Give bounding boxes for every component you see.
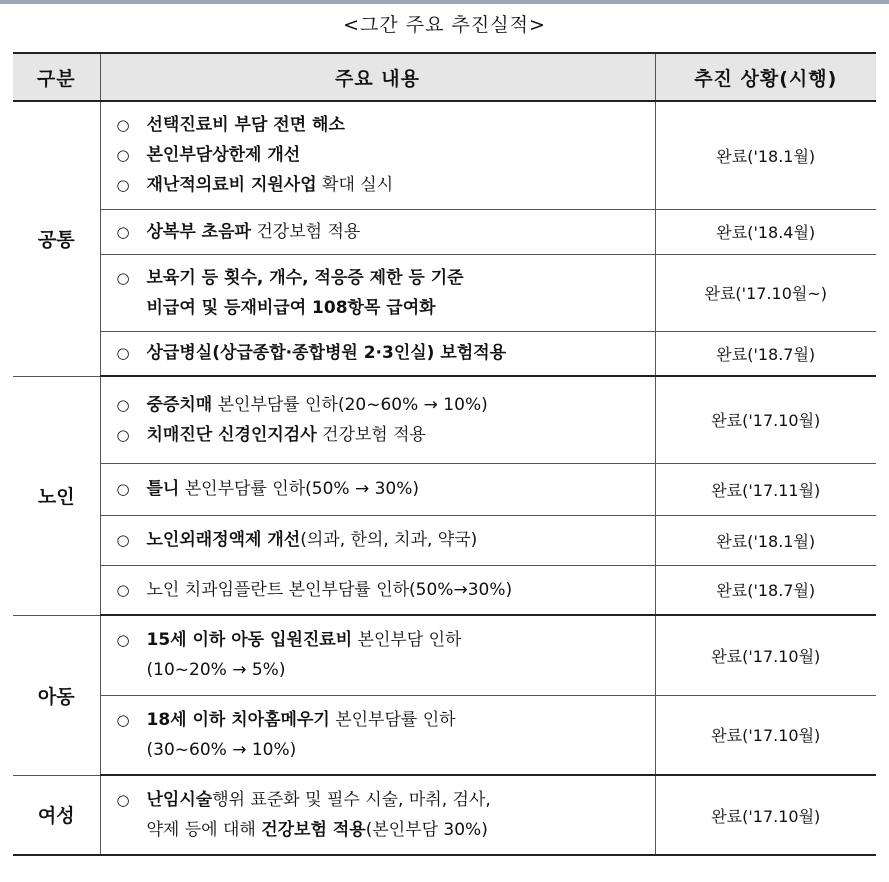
content-line bbox=[117, 338, 645, 368]
circle-bullet-icon: ○ bbox=[116, 710, 130, 729]
content-line bbox=[117, 625, 645, 655]
content-line bbox=[117, 263, 645, 293]
plain-text: 행위 표준화 및 필수 시술, 마취, 검사, bbox=[212, 790, 491, 810]
status-cell: 완료('17.10월) bbox=[655, 376, 876, 463]
top-rule bbox=[0, 0, 889, 4]
content-line bbox=[117, 525, 645, 555]
circle-bullet-icon: ○ bbox=[116, 395, 130, 414]
category-elderly: 노인 bbox=[13, 376, 100, 615]
content-text bbox=[147, 263, 645, 293]
content-line bbox=[117, 140, 645, 170]
status-cell: 완료('18.1월) bbox=[655, 101, 876, 209]
content-cell bbox=[100, 254, 655, 331]
header-status: 추진 상황(시행) bbox=[655, 53, 876, 101]
content-line bbox=[117, 474, 645, 504]
content-line bbox=[117, 420, 645, 450]
content-text bbox=[147, 338, 645, 368]
circle-bullet-icon: ○ bbox=[116, 480, 130, 498]
table-row bbox=[13, 775, 876, 855]
content-cell bbox=[100, 515, 655, 565]
plain-text: 건강보험 적용 bbox=[316, 424, 426, 445]
status-cell: 완료('17.10월) bbox=[655, 695, 876, 775]
emphasis-text: 중증치매 bbox=[146, 394, 213, 415]
content-line bbox=[117, 217, 645, 247]
table-row bbox=[13, 463, 876, 515]
content-line bbox=[117, 170, 645, 200]
content-text bbox=[147, 474, 645, 504]
emphasis-text: 재난적의료비 지원사업 bbox=[146, 175, 317, 196]
content-line-continued bbox=[117, 293, 645, 323]
content-text bbox=[147, 217, 645, 247]
emphasis-text: 노인외래정액제 개선 bbox=[146, 530, 301, 550]
circle-bullet-icon: ○ bbox=[116, 268, 130, 287]
plain-text: (10~20% → 5%) bbox=[146, 660, 286, 681]
table-row bbox=[13, 615, 876, 695]
plain-text: 본인부담률 인하(50% → 30%) bbox=[179, 479, 420, 499]
plain-text: 본인부담 인하 bbox=[352, 630, 462, 651]
content-cell bbox=[100, 209, 655, 254]
content-line-continued bbox=[117, 655, 645, 685]
header-row bbox=[13, 53, 876, 101]
status-cell: 완료('17.10월) bbox=[655, 775, 876, 855]
circle-bullet-icon: ○ bbox=[116, 631, 130, 650]
content-line bbox=[117, 705, 645, 735]
achievements-table bbox=[13, 52, 876, 856]
emphasis-text: 난임시술 bbox=[146, 790, 213, 810]
emphasis-text: 15세 이하 아동 입원진료비 bbox=[146, 630, 353, 651]
plain-text: 본인부담률 인하(20~60% → 10%) bbox=[212, 394, 488, 415]
header-category: 구분 bbox=[13, 53, 100, 101]
emphasis-text: 상급병실(상급종합·종합병원 2·3인실) 보험적용 bbox=[146, 343, 507, 364]
status-cell: 완료('18.7월) bbox=[655, 565, 876, 615]
plain-text: (30~60% → 10%) bbox=[146, 739, 297, 760]
status-cell: 완료('18.7월) bbox=[655, 331, 876, 376]
circle-bullet-icon: ○ bbox=[116, 344, 130, 363]
plain-text: 노인 치과임플란트 본인부담률 인하(50%→30%) bbox=[146, 579, 513, 600]
table-row bbox=[13, 565, 876, 615]
content-text bbox=[147, 170, 645, 200]
table-row bbox=[13, 331, 876, 376]
circle-bullet-icon: ○ bbox=[116, 580, 130, 599]
emphasis-text: 치매진단 신경인지검사 bbox=[146, 424, 317, 445]
content-cell bbox=[100, 615, 655, 695]
plain-text: 확대 실시 bbox=[316, 175, 394, 196]
content-text bbox=[147, 420, 645, 450]
content-text bbox=[147, 390, 645, 420]
content-line-continued bbox=[117, 735, 645, 765]
table-row bbox=[13, 376, 876, 463]
content-cell bbox=[100, 463, 655, 515]
content-line bbox=[117, 575, 645, 605]
plain-text: 약제 등에 대해 bbox=[146, 820, 262, 840]
status-cell: 완료('17.11월) bbox=[655, 463, 876, 515]
circle-bullet-icon: ○ bbox=[116, 146, 130, 165]
content-line-continued bbox=[117, 815, 645, 845]
circle-bullet-icon: ○ bbox=[116, 425, 130, 444]
status-cell: 완료('18.4월) bbox=[655, 209, 876, 254]
plain-text: 본인부담률 인하 bbox=[329, 709, 456, 730]
content-text bbox=[147, 625, 645, 655]
table-caption: <그간 주요 추진실적> bbox=[343, 14, 546, 36]
content-text bbox=[147, 110, 645, 140]
circle-bullet-icon: ○ bbox=[116, 791, 130, 809]
content-cell bbox=[100, 565, 655, 615]
emphasis-text: 틀니 bbox=[146, 479, 180, 499]
content-text bbox=[147, 575, 645, 605]
status-cell: 완료('17.10월) bbox=[655, 615, 876, 695]
content-line bbox=[117, 785, 645, 815]
table-row bbox=[13, 515, 876, 565]
table-row bbox=[13, 209, 876, 254]
content-line bbox=[117, 110, 645, 140]
category-child: 아동 bbox=[13, 615, 100, 775]
circle-bullet-icon: ○ bbox=[116, 176, 130, 195]
content-text bbox=[147, 785, 645, 815]
content-cell bbox=[100, 775, 655, 855]
circle-bullet-icon: ○ bbox=[116, 222, 130, 241]
content-cell bbox=[100, 331, 655, 376]
emphasis-text: 상복부 초음파 bbox=[146, 221, 251, 242]
circle-bullet-icon: ○ bbox=[116, 531, 130, 549]
plain-text: 건강보험 적용 bbox=[250, 221, 361, 242]
status-cell: 완료('18.1월) bbox=[655, 515, 876, 565]
circle-bullet-icon: ○ bbox=[116, 116, 130, 135]
content-line bbox=[117, 390, 645, 420]
emphasis-text: 건강보험 적용 bbox=[261, 820, 366, 840]
status-cell: 완료('17.10월~) bbox=[655, 254, 876, 331]
table-row bbox=[13, 695, 876, 775]
category-women: 여성 bbox=[13, 775, 100, 855]
category-common: 공통 bbox=[13, 101, 100, 376]
content-cell bbox=[100, 695, 655, 775]
header-content: 주요 내용 bbox=[100, 53, 655, 101]
content-text bbox=[147, 525, 645, 555]
content-cell bbox=[100, 101, 655, 209]
plain-text: (본인부담 30%) bbox=[365, 820, 488, 840]
emphasis-text: 보육기 등 횟수, 개수, 적응증 제한 등 기준 bbox=[146, 267, 464, 288]
table-row bbox=[13, 101, 876, 209]
table-row bbox=[13, 254, 876, 331]
emphasis-text: 18세 이하 치아홈메우기 bbox=[146, 709, 330, 730]
content-cell bbox=[100, 376, 655, 463]
content-text bbox=[147, 140, 645, 170]
emphasis-text: 본인부담상한제 개선 bbox=[146, 145, 301, 166]
emphasis-text: 선택진료비 부담 전면 해소 bbox=[146, 115, 345, 136]
plain-text: (의과, 한의, 치과, 약국) bbox=[300, 530, 478, 550]
emphasis-text: 비급여 및 등재비급여 108항목 급여화 bbox=[146, 297, 436, 318]
content-text bbox=[147, 705, 645, 735]
